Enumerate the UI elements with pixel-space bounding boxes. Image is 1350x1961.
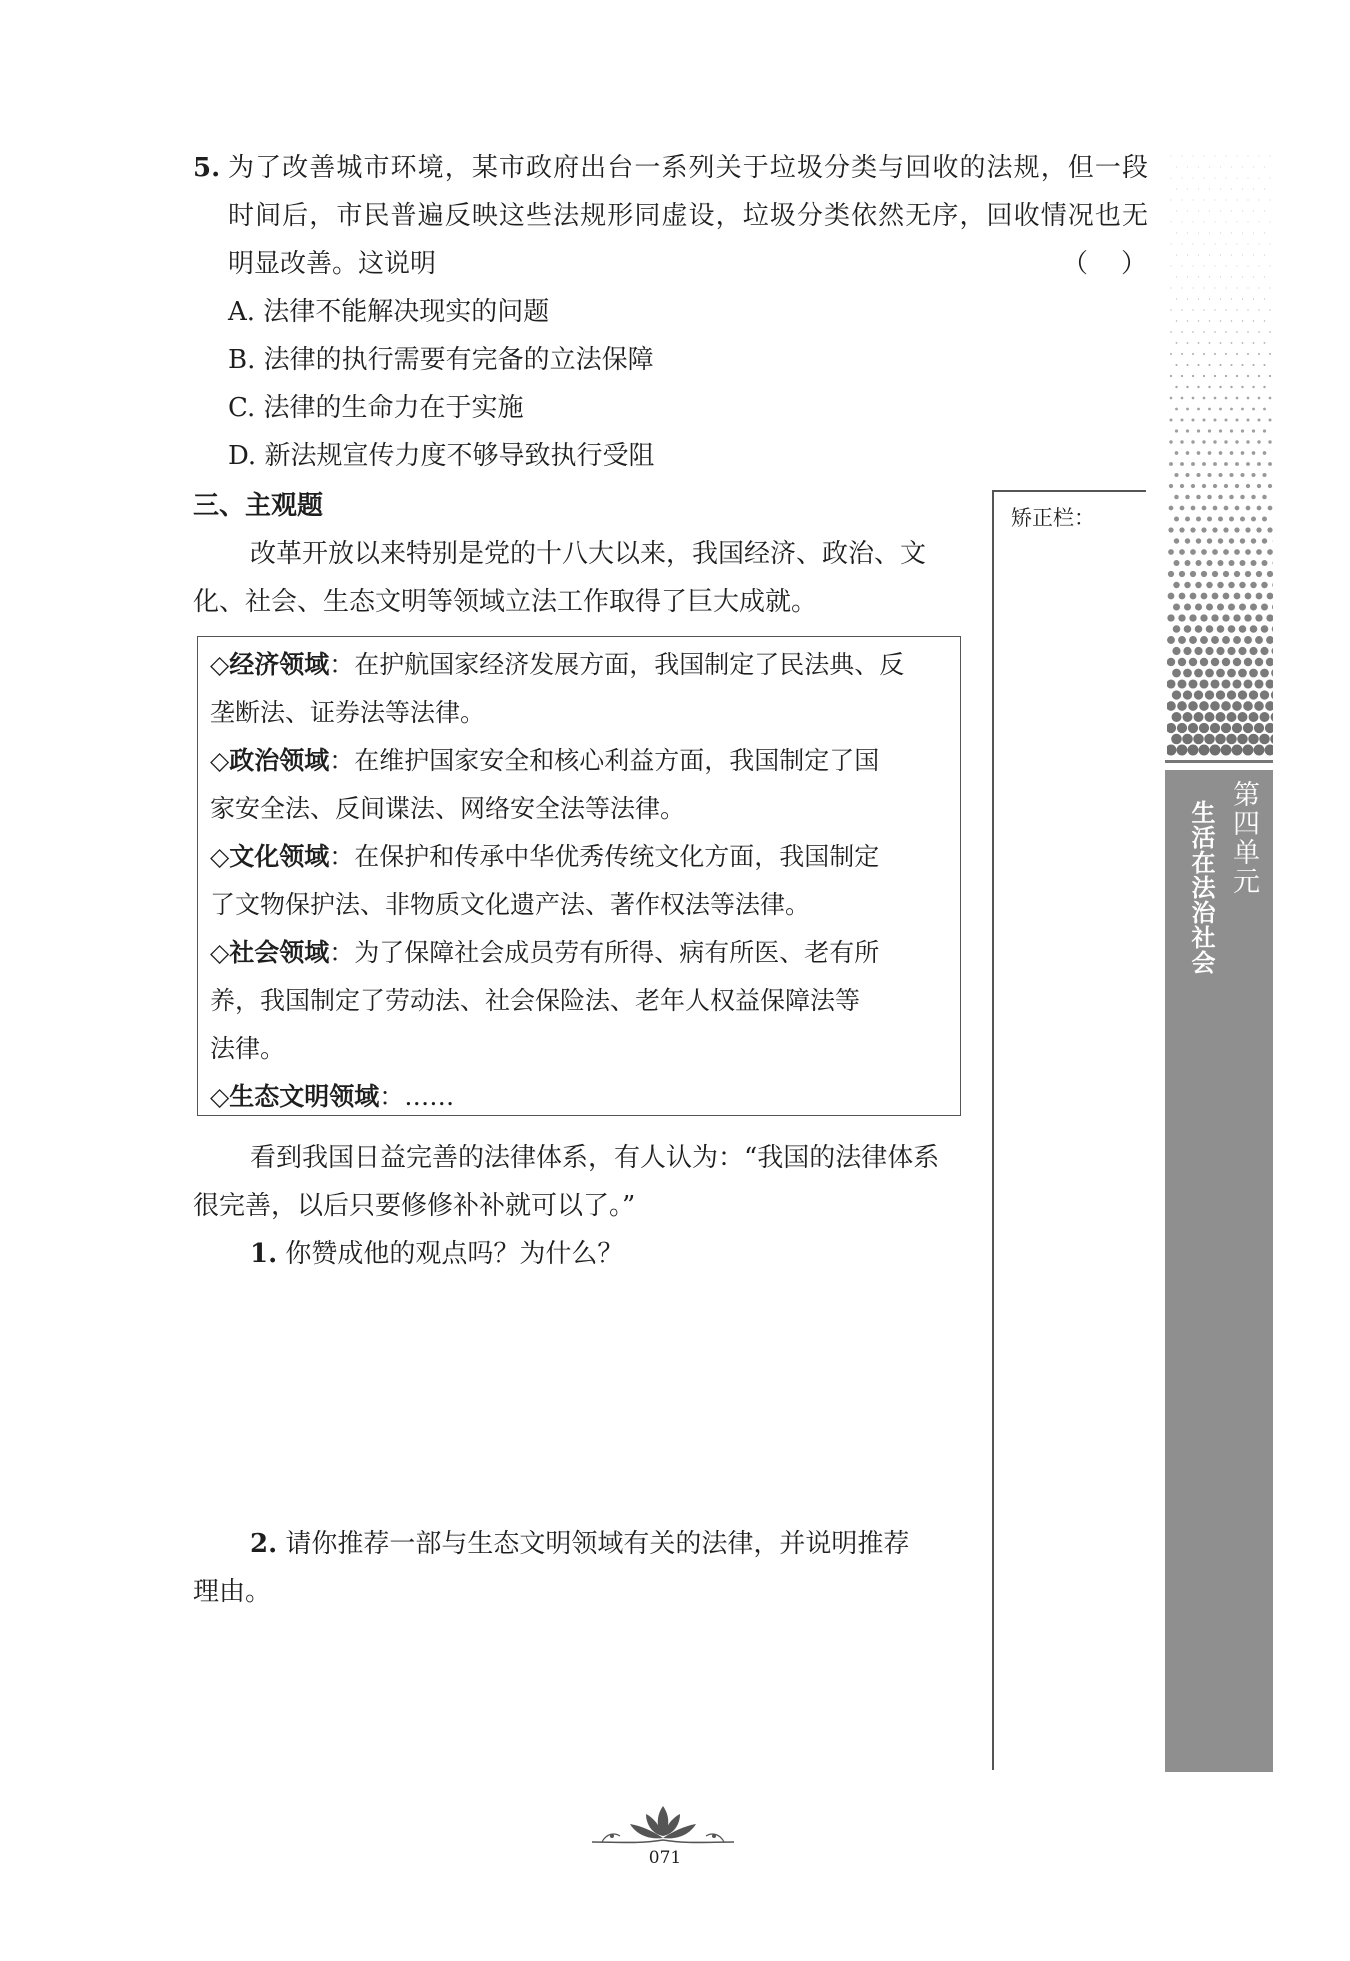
correction-column-left-rule [992, 490, 994, 1770]
sub-question-2-text-cont: 理由。 [193, 1577, 272, 1607]
sub-question-2-text: 请你推荐一部与生态文明领域有关的法律，并说明推荐 [277, 1529, 910, 1559]
box-ecology-head: ◇生态文明领域 [210, 1082, 380, 1111]
box-politics-head: ◇政治领域 [210, 746, 330, 775]
box-society-line [210, 929, 950, 977]
sub-question-1 [250, 1230, 623, 1278]
box-society-text: ：为了保障社会成员劳有所得、病有所医、老有所 [329, 938, 880, 967]
opinion-paragraph-line: 很完善，以后只要修修补补就可以了。” [193, 1191, 636, 1221]
box-ecology-text: ：…… [379, 1082, 455, 1111]
correction-column-label: 矫正栏： [1011, 506, 1095, 530]
box-economy-text-cont: 垄断法、证券法等法律。 [210, 698, 486, 727]
opinion-paragraph-line: 看到我国日益完善的法律体系，有人认为：“我国的法律体系 [250, 1143, 940, 1173]
box-ecology-line [210, 1073, 950, 1121]
question-text-line: 时间后，市民普遍反映这些法规形同虚设，垃圾分类依然无序，回收情况也无 [228, 201, 1148, 231]
box-society-text-cont: 养，我国制定了劳动法、社会保险法、老年人权益保障法等 [210, 986, 861, 1015]
option-b: B. 法律的执行需要有完备的立法保障 [228, 345, 654, 375]
box-economy-text: ：在护航国家经济发展方面，我国制定了民法典、反 [329, 650, 905, 679]
tab-separator [1165, 760, 1273, 763]
box-politics-line [210, 737, 950, 785]
floral-ornament-icon [588, 1798, 738, 1850]
unit-side-tab [1165, 770, 1273, 1772]
correction-column-top-rule [993, 490, 1146, 492]
box-culture-head: ◇文化领域 [210, 842, 330, 871]
sub-question-1-number: 1. [250, 1239, 278, 1269]
box-politics-text-cont: 家安全法、反间谍法、网络安全法等法律。 [210, 794, 686, 823]
sub-question-1-text: 你赞成他的观点吗？为什么？ [277, 1239, 624, 1269]
intro-paragraph-line: 改革开放以来特别是党的十八大以来，我国经济、政治、文 [250, 539, 927, 569]
question-text-line: 为了改善城市环境，某市政府出台一系列关于垃圾分类与回收的法规，但一段 [228, 153, 1148, 183]
box-economy-line [210, 641, 950, 689]
question-text-line: 明显改善。这说明 [228, 249, 437, 279]
box-culture-text-cont: 了文物保护法、非物质文化遗产法、著作权法等法律。 [210, 890, 811, 919]
option-c: C. 法律的生命力在于实施 [228, 393, 524, 423]
halftone-pattern [1167, 152, 1273, 760]
option-d: D. 新法规宣传力度不够导致执行受阻 [228, 441, 655, 471]
unit-label: 第四单元 [1228, 780, 1259, 896]
page-number: 071 [648, 1848, 682, 1868]
box-culture-text: ：在保护和传承中华优秀传统文化方面，我国制定 [329, 842, 880, 871]
sub-question-2-number: 2. [250, 1529, 278, 1559]
unit-title: 生活在法治社会 [1187, 800, 1215, 975]
sub-question-2 [250, 1520, 909, 1568]
intro-paragraph-line: 化、社会、生态文明等领域立法工作取得了巨大成就。 [193, 587, 818, 617]
box-culture-line [210, 833, 950, 881]
option-a: A. 法律不能解决现实的问题 [228, 297, 550, 327]
answer-parentheses: （ ） [1062, 249, 1148, 279]
question-number: 5. [193, 153, 221, 183]
box-economy-head: ◇经济领域 [210, 650, 330, 679]
legislation-info-box [197, 636, 961, 1116]
section-title: 三、主观题 [193, 491, 324, 521]
box-society-text-end: 法律。 [210, 1034, 286, 1063]
box-society-head: ◇社会领域 [210, 938, 330, 967]
box-politics-text: ：在维护国家安全和核心利益方面，我国制定了国 [329, 746, 880, 775]
